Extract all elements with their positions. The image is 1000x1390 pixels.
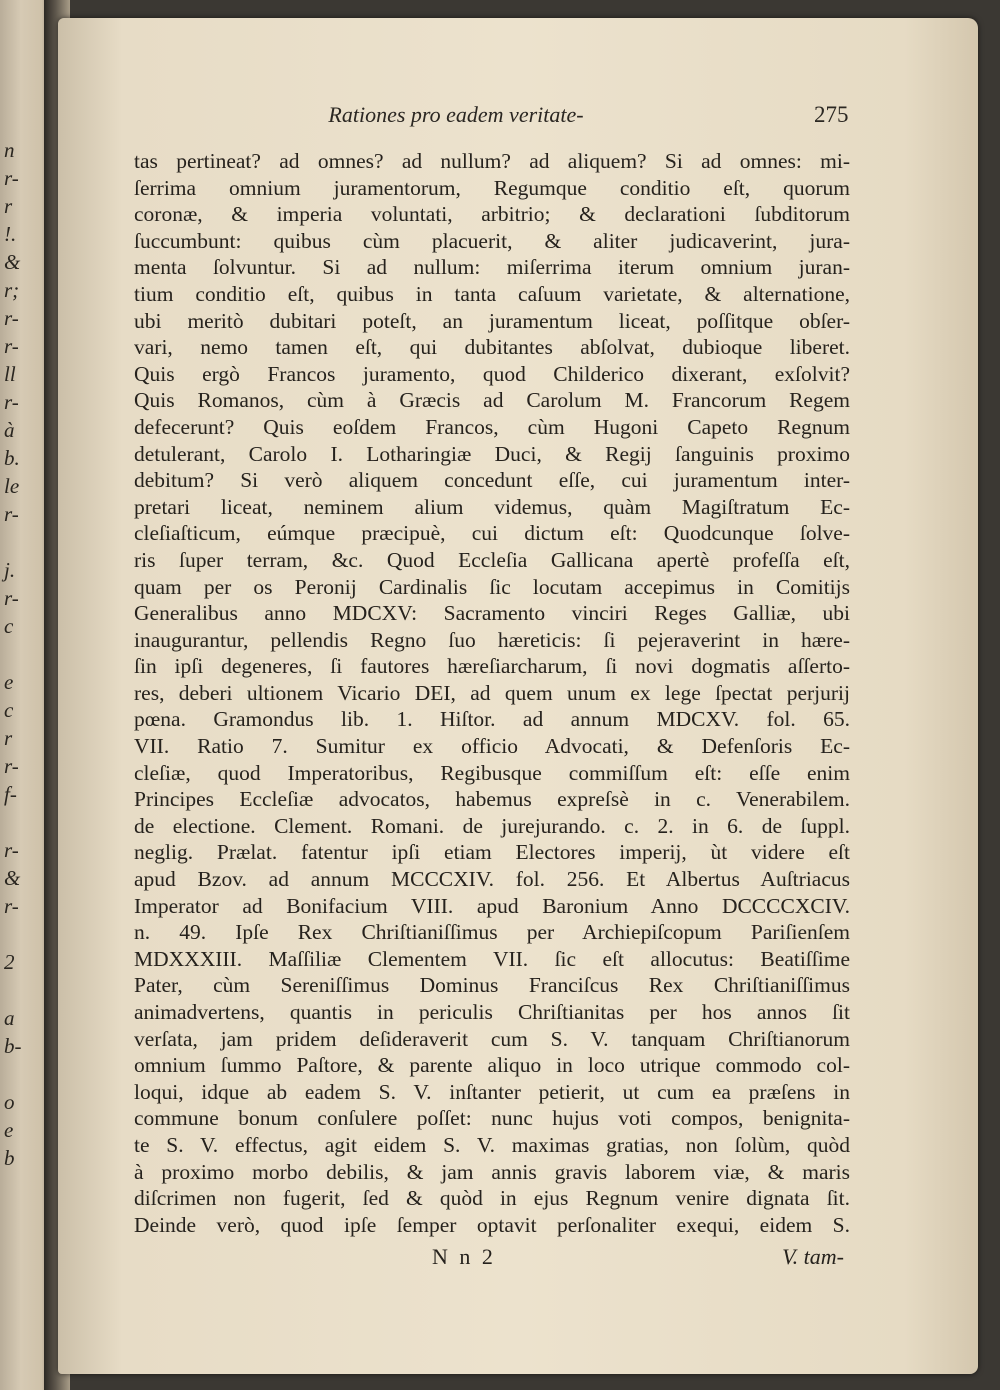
text-line: res, deberi ultionem Vicario DEI, ad quem unum ex lege ſpectat perjurij — [134, 680, 850, 705]
text-line: verſata, jam pridem deſideraverit cum S. V. tanquam Chriſtianorum — [134, 1026, 850, 1051]
text-line: Principes Eccleſiæ advocatos, habemus expreſsè in c. Venerabilem. — [134, 787, 850, 812]
text-line: pretari liceat, neminem alium videmus, quàm Magiſtratum Ec- — [134, 494, 850, 519]
facing-page-fragment: le — [4, 474, 20, 498]
text-line: coronæ, & imperia voluntati, arbitrio; & declarationi ſubditorum — [134, 202, 850, 227]
text-line: neglig. Prælat. fatentur ipſi etiam Electores imperij, ùt videre eſt — [134, 840, 850, 865]
book-page — [58, 18, 978, 1374]
facing-page-fragment: & — [4, 866, 21, 890]
signature-mark: N n 2 — [432, 1244, 496, 1269]
text-line: Quis ergò Francos juramento, quod Childerico dixerant, exſolvit? — [134, 361, 850, 386]
facing-page-fragment: ll — [4, 362, 16, 386]
text-line: ſerrima omnium juramentorum, Regumque conditio eſt, quorum — [134, 175, 850, 200]
text-line: cleſiæ, quod Imperatoribus, Regibusque commiſſum eſt: eſſe enim — [134, 760, 850, 785]
text-line: animadvertens, quantis in periculis Chriſtianitas per hos annos ſit — [134, 1000, 850, 1024]
text-line: inaugurantur, pellendis Regno ſuo hæreticis: ſi pejeraverint in hære- — [134, 627, 850, 652]
text-line: menta ſolvuntur. Si ad nullum: miſerrima iterum omnium juran- — [134, 255, 850, 280]
facing-page-fragment: r- — [4, 894, 19, 918]
text-line: tium conditio eſt, quibus in tanta caſuum varietate, & alternatione, — [134, 281, 850, 306]
facing-page-fragment: & — [4, 250, 21, 274]
facing-page-fragment: r- — [4, 754, 19, 778]
facing-page-fragment: r — [4, 726, 13, 750]
facing-page-fragment: r; — [4, 278, 20, 302]
facing-page-fragment: b- — [4, 1034, 22, 1058]
text-line: te S. V. effectus, agit eidem S. V. maximas gratias, non ſolùm, quòd — [134, 1132, 850, 1157]
body-text — [134, 148, 850, 1238]
text-line: defecerunt? Quis eoſdem Francos, cùm Hugoni Capeto Regnum — [134, 414, 850, 439]
text-line: Pater, cùm Sereniſſimus Dominus Franciſcus Rex Chriſtianiſſimus — [134, 973, 850, 998]
text-line: cleſiaſticum, eúmque præcipuè, cui dictum eſt: Quodcunque ſolve- — [134, 521, 850, 546]
facing-page-fragment: n — [4, 138, 15, 162]
text-line: debitum? Si verò aliquem concedunt eſſe, cui juramentum inter- — [134, 468, 850, 493]
facing-page-fragment: f- — [4, 782, 17, 806]
text-line: diſcrimen non fugerit, ſed & quòd in ejus Regnum venire dignata ſit. — [134, 1186, 850, 1211]
text-line: apud Bzov. ad annum MCCCXIV. fol. 256. Et Albertus Auſtriacus — [134, 867, 850, 892]
text-line: loqui, idque ab eadem S. V. inſtanter petierit, ut cum ea præſens in — [134, 1079, 850, 1104]
running-head: Rationes pro eadem veritate- — [328, 102, 584, 127]
text-line: ris ſuper terram, &c. Quod Eccleſia Gallicana apertè profeſſa eſt, — [134, 547, 850, 572]
facing-page-fragment: j. — [4, 558, 16, 582]
text-line: de electione. Clement. Romani. de jurejurando. c. 2. in 6. de ſuppl. — [134, 813, 850, 838]
text-line: detulerant, Carolo I. Lotharingiæ Duci, & Regij ſanguinis proximo — [134, 441, 850, 466]
facing-page-fragment: r- — [4, 306, 19, 330]
facing-page-fragment: r- — [4, 586, 19, 610]
text-line: pœna. Gramondus lib. 1. Hiſtor. ad annum MDCXV. fol. 65. — [134, 707, 850, 732]
facing-page-fragment: c — [4, 614, 14, 638]
text-line: vari, nemo tamen eſt, qui dubitantes abſolvat, dubioque liberet. — [134, 335, 850, 360]
page-footer — [134, 1244, 850, 1272]
text-line: Deinde verò, quod ipſe ſemper optavit perſonaliter exequi, eidem S. — [134, 1212, 850, 1237]
page-number: 275 — [814, 102, 849, 127]
facing-page-fragment: r- — [4, 502, 19, 526]
text-line: quam per os Peronij Cardinalis ſic locutam accepimus in Comitijs — [134, 574, 850, 599]
text-line: Imperator ad Bonifacium VIII. apud Baronium Anno DCCCCXCIV. — [134, 893, 850, 918]
facing-page-fragment: !. — [4, 222, 17, 246]
facing-page-fragment: c — [4, 698, 14, 722]
text-line: omnium ſummo Paſtore, & parente aliquo in loco utrique commodo col- — [134, 1053, 850, 1078]
catchword: V. tam- — [782, 1244, 844, 1269]
text-line: ſin ipſi degeneres, ſi fautores hæreſiarcharum, ſi novi dogmatis aſſerto- — [134, 654, 850, 679]
facing-page-fragment: a — [4, 1006, 15, 1030]
facing-page-fragment: r- — [4, 166, 19, 190]
facing-page-fragment: r- — [4, 334, 19, 358]
facing-page-fragment: r- — [4, 390, 19, 414]
facing-page-fragment: e — [4, 670, 14, 694]
text-line: Quis Romanos, cùm à Græcis ad Carolum M. Francorum Regem — [134, 388, 850, 413]
text-line: à proximo morbo debilis, & jam annis gravis laborem viæ, & maris — [134, 1159, 850, 1184]
text-line: MDXXXIII. Maſſiliæ Clementem VII. ſic eſt allocutus: Beatiſſime — [134, 946, 850, 971]
facing-page-fragment: 2 — [4, 950, 15, 974]
facing-page-fragment: r- — [4, 838, 19, 862]
text-line: ubi meritò dubitari poteſt, an juramentum liceat, poſſitque obſer- — [134, 308, 850, 333]
text-line: Generalibus anno MDCXV: Sacramento vinciri Reges Galliæ, ubi — [134, 601, 850, 626]
facing-page-fragment: r — [4, 194, 13, 218]
facing-page-fragment: b. — [4, 446, 20, 470]
text-line: tas pertineat? ad omnes? ad nullum? ad aliquem? Si ad omnes: mi- — [134, 149, 850, 173]
text-line: commune bonum conſulere poſſet: nunc hujus voti compos, benignita- — [134, 1106, 850, 1131]
facing-page-fragment: o — [4, 1090, 15, 1114]
facing-page-fragment: b — [4, 1146, 15, 1170]
facing-page-fragment: e — [4, 1118, 14, 1142]
facing-page-fragment: à — [4, 418, 15, 442]
text-line: n. 49. Ipſe Rex Chriſtianiſſimus per Archiepiſcopum Pariſienſem — [134, 920, 850, 945]
text-line: VII. Ratio 7. Sumitur ex officio Advocati, & Defenſoris Ec- — [134, 734, 850, 759]
text-line: ſuccumbunt: quibus cùm placuerit, & aliter judicaverint, jura- — [134, 228, 850, 253]
